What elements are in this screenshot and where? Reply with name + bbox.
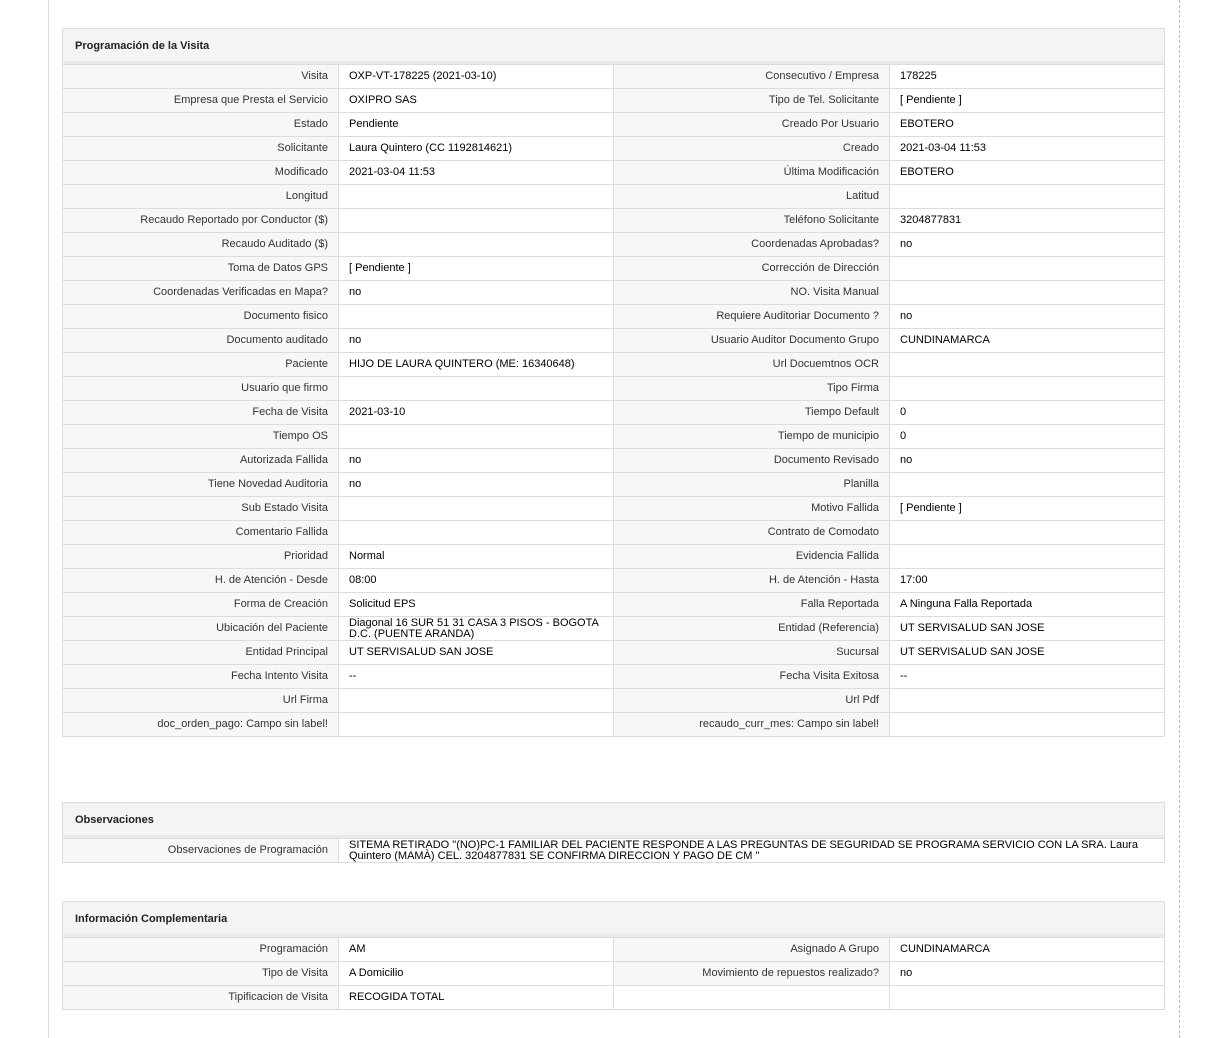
table-row (63, 185, 1165, 209)
field-label: Fecha de Visita (63, 401, 339, 425)
complementaria-panel (62, 901, 1165, 1010)
field-value (890, 545, 1165, 569)
field-value: HIJO DE LAURA QUINTERO (ME: 16340648) (339, 353, 614, 377)
field-value: RECOGIDA TOTAL (339, 986, 614, 1010)
table-row (63, 209, 1165, 233)
field-value: CUNDINAMARCA (890, 329, 1165, 353)
field-value: no (890, 305, 1165, 329)
field-value: SITEMA RETIRADO "(NO)PC-1 FAMILIAR DEL PACIENTE RESPONDE A LAS PREGUNTAS DE SEGURIDAD SE PROGRAMA SERVICIO CON LA SRA. Laura Quintero (MAMÀ) CEL. 3204877831 SE CONFIRMA DIRECCION Y PAGO DE CM " (339, 839, 1165, 863)
field-value: Normal (339, 545, 614, 569)
table-row (63, 545, 1165, 569)
field-label: Contrato de Comodato (614, 521, 890, 545)
table-row (63, 89, 1165, 113)
empty-cell (890, 986, 1165, 1010)
field-label: Consecutivo / Empresa (614, 65, 890, 89)
field-value: [ Pendiente ] (339, 257, 614, 281)
table-row (63, 617, 1165, 641)
table-row (63, 713, 1165, 737)
field-label: Movimiento de repuestos realizado? (614, 962, 890, 986)
page-right-dashed-border (1179, 0, 1180, 1038)
field-value: no (339, 449, 614, 473)
table-row (63, 113, 1165, 137)
field-value: EBOTERO (890, 113, 1165, 137)
field-label: Documento fisico (63, 305, 339, 329)
field-label: Sucursal (614, 641, 890, 665)
field-label: doc_orden_pago: Campo sin label! (63, 713, 339, 737)
field-value: [ Pendiente ] (890, 89, 1165, 113)
field-label: Tipo de Tel. Solicitante (614, 89, 890, 113)
field-label: Estado (63, 113, 339, 137)
field-value: Solicitud EPS (339, 593, 614, 617)
field-label: Recaudo Auditado ($) (63, 233, 339, 257)
field-value: no (339, 329, 614, 353)
complementaria-title: Información Complementaria (62, 901, 1165, 937)
field-label: Planilla (614, 473, 890, 497)
field-value: no (890, 962, 1165, 986)
field-label: Tiempo OS (63, 425, 339, 449)
field-label: Fecha Visita Exitosa (614, 665, 890, 689)
field-value: no (890, 449, 1165, 473)
field-value (890, 689, 1165, 713)
field-label: Tipificacion de Visita (63, 986, 339, 1010)
field-label: NO. Visita Manual (614, 281, 890, 305)
table-row (63, 962, 1165, 986)
field-label: Asignado A Grupo (614, 938, 890, 962)
table-row (63, 938, 1165, 962)
field-label: Usuario que firmo (63, 377, 339, 401)
field-label: H. de Atención - Hasta (614, 569, 890, 593)
table-row (63, 353, 1165, 377)
field-label: Coordenadas Verificadas en Mapa? (63, 281, 339, 305)
field-value: UT SERVISALUD SAN JOSE (890, 641, 1165, 665)
field-value: CUNDINAMARCA (890, 938, 1165, 962)
field-value (339, 521, 614, 545)
field-value: no (339, 281, 614, 305)
table-row (63, 377, 1165, 401)
table-row (63, 233, 1165, 257)
table-row (63, 281, 1165, 305)
observaciones-title: Observaciones (62, 802, 1165, 838)
field-label: Toma de Datos GPS (63, 257, 339, 281)
field-value (339, 689, 614, 713)
field-label: recaudo_curr_mes: Campo sin label! (614, 713, 890, 737)
field-label: Paciente (63, 353, 339, 377)
field-label: Url Firma (63, 689, 339, 713)
field-value (339, 497, 614, 521)
table-row (63, 641, 1165, 665)
field-label: Coordenadas Aprobadas? (614, 233, 890, 257)
table-row (63, 425, 1165, 449)
table-row (63, 593, 1165, 617)
field-label: Url Docuemtnos OCR (614, 353, 890, 377)
field-label: Solicitante (63, 137, 339, 161)
programacion-table (62, 64, 1165, 737)
field-value: Laura Quintero (CC 1192814621) (339, 137, 614, 161)
field-label: Longitud (63, 185, 339, 209)
field-label: Tipo de Visita (63, 962, 339, 986)
field-value (339, 233, 614, 257)
field-label: Entidad (Referencia) (614, 617, 890, 641)
table-row (63, 65, 1165, 89)
field-value: 2021-03-04 11:53 (890, 137, 1165, 161)
field-label: Observaciones de Programación (63, 839, 339, 863)
field-label: Visita (63, 65, 339, 89)
field-label: Evidencia Fallida (614, 545, 890, 569)
field-value: -- (890, 665, 1165, 689)
observaciones-panel (62, 802, 1165, 863)
field-value: Diagonal 16 SUR 51 31 CASA 3 PISOS - BOGOTA D.C. (PUENTE ARANDA) (339, 617, 614, 641)
empty-cell (614, 986, 890, 1010)
table-row (63, 401, 1165, 425)
field-value (339, 209, 614, 233)
field-value (890, 521, 1165, 545)
field-value: no (890, 233, 1165, 257)
field-value: 08:00 (339, 569, 614, 593)
field-value (890, 473, 1165, 497)
field-label: Documento auditado (63, 329, 339, 353)
field-value: OXP-VT-178225 (2021-03-10) (339, 65, 614, 89)
page-left-border (48, 0, 49, 1038)
field-value (339, 305, 614, 329)
table-row (63, 986, 1165, 1010)
field-label: Tiempo de municipio (614, 425, 890, 449)
field-label: Prioridad (63, 545, 339, 569)
field-label: Ubicación del Paciente (63, 617, 339, 641)
observaciones-table (62, 838, 1165, 863)
field-label: Recaudo Reportado por Conductor ($) (63, 209, 339, 233)
field-label: Empresa que Presta el Servicio (63, 89, 339, 113)
field-label: Tiene Novedad Auditoria (63, 473, 339, 497)
field-label: Tipo Firma (614, 377, 890, 401)
field-value: A Ninguna Falla Reportada (890, 593, 1165, 617)
field-label: Falla Reportada (614, 593, 890, 617)
field-value: 2021-03-10 (339, 401, 614, 425)
field-value (890, 281, 1165, 305)
field-value: 17:00 (890, 569, 1165, 593)
table-row (63, 473, 1165, 497)
table-row (63, 569, 1165, 593)
table-row (63, 497, 1165, 521)
field-value: 3204877831 (890, 209, 1165, 233)
field-label: Requiere Auditoriar Documento ? (614, 305, 890, 329)
field-value (890, 713, 1165, 737)
field-label: Corrección de Dirección (614, 257, 890, 281)
field-value: 0 (890, 425, 1165, 449)
table-row (63, 161, 1165, 185)
field-value: 178225 (890, 65, 1165, 89)
field-value: -- (339, 665, 614, 689)
programacion-title: Programación de la Visita (62, 28, 1165, 64)
field-label: Documento Revisado (614, 449, 890, 473)
table-row (63, 839, 1165, 863)
field-value: 2021-03-04 11:53 (339, 161, 614, 185)
field-value: A Domicilio (339, 962, 614, 986)
field-value: EBOTERO (890, 161, 1165, 185)
field-value (890, 377, 1165, 401)
field-label: Creado (614, 137, 890, 161)
programacion-panel (62, 28, 1165, 737)
field-label: Comentario Fallida (63, 521, 339, 545)
field-label: Fecha Intento Visita (63, 665, 339, 689)
complementaria-table (62, 937, 1165, 1010)
field-value: UT SERVISALUD SAN JOSE (339, 641, 614, 665)
table-row (63, 689, 1165, 713)
field-value: no (339, 473, 614, 497)
field-value: OXIPRO SAS (339, 89, 614, 113)
field-value (339, 377, 614, 401)
field-value: [ Pendiente ] (890, 497, 1165, 521)
table-row (63, 305, 1165, 329)
field-label: Teléfono Solicitante (614, 209, 890, 233)
field-label: Usuario Auditor Documento Grupo (614, 329, 890, 353)
field-value: AM (339, 938, 614, 962)
field-label: Creado Por Usuario (614, 113, 890, 137)
field-label: Última Modificación (614, 161, 890, 185)
field-label: Entidad Principal (63, 641, 339, 665)
field-label: Sub Estado Visita (63, 497, 339, 521)
field-label: Forma de Creación (63, 593, 339, 617)
table-row (63, 521, 1165, 545)
field-value (890, 353, 1165, 377)
field-label: Tiempo Default (614, 401, 890, 425)
field-label: Autorizada Fallida (63, 449, 339, 473)
field-label: Programación (63, 938, 339, 962)
field-label: Latitud (614, 185, 890, 209)
table-row (63, 257, 1165, 281)
table-row (63, 329, 1165, 353)
field-value (339, 185, 614, 209)
field-value (890, 257, 1165, 281)
field-label: H. de Atención - Desde (63, 569, 339, 593)
field-value: Pendiente (339, 113, 614, 137)
table-row (63, 449, 1165, 473)
field-value (890, 185, 1165, 209)
field-label: Modificado (63, 161, 339, 185)
table-row (63, 137, 1165, 161)
field-value (339, 713, 614, 737)
field-value (339, 425, 614, 449)
table-row (63, 665, 1165, 689)
field-value: 0 (890, 401, 1165, 425)
field-value: UT SERVISALUD SAN JOSE (890, 617, 1165, 641)
field-label: Url Pdf (614, 689, 890, 713)
field-label: Motivo Fallida (614, 497, 890, 521)
